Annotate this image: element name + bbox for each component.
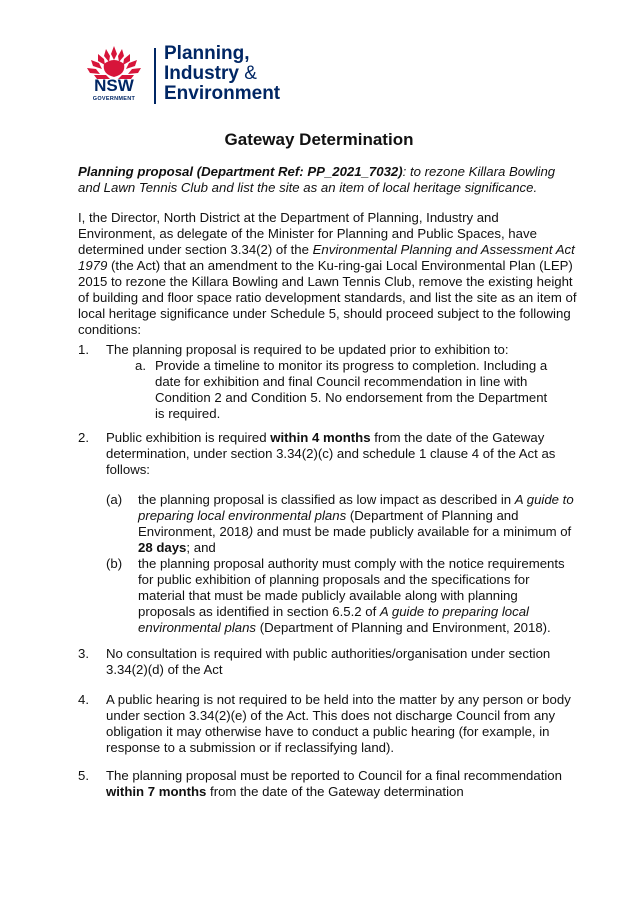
- condition-text: The planning proposal is required to be updated prior to exhibition to:: [106, 342, 509, 357]
- planning-proposal-intro: Planning proposal (Department Ref: PP_2021_7032): to rezone Killara Bowling and Lawn Tennis Club and list the site as an item of local heritage significance.: [78, 164, 556, 195]
- sub-text: the planning proposal is classified as low impact as described in A guide to preparing local environmental plans (Department of Planning and Environment, 2018) and must be made publicly available for a minimum of 28 days; and: [138, 492, 574, 555]
- condition-text: A public hearing is not required to be held into the matter by any person or body under section 3.34(2)(e) of the Act. This does not discharge Council from any obligation it may otherwise have to conduct a public hearing (for example, in response to a submission or if reclassifying land).: [106, 692, 571, 755]
- condition-number: 4.: [78, 692, 89, 707]
- nsw-wordmark: NSW: [94, 76, 134, 95]
- condition-number: 5.: [78, 768, 89, 783]
- condition-text: Public exhibition is required within 4 months from the date of the Gateway determination, under section 3.34(2)(c) and schedule 1 clause 4 of the Act as follows:: [106, 430, 556, 477]
- condition-number: 2.: [78, 430, 89, 445]
- department-name: [164, 44, 280, 104]
- government-wordmark: GOVERNMENT: [92, 96, 136, 102]
- sub-label: (b): [106, 556, 123, 571]
- condition-number: 1.: [78, 342, 89, 357]
- page-title: Gateway Determination: [224, 130, 414, 149]
- condition-text: No consultation is required with public authorities/organisation under section 3.34(2)(d) of the Act: [106, 646, 551, 677]
- condition-text: The planning proposal must be reported to Council for a final recommendation within 7 months from the date of the Gateway determination: [106, 768, 562, 799]
- logo-divider: [154, 48, 156, 104]
- sub-text: the planning proposal authority must comply with the notice requirements for public exhibition of planning proposals and the specifications for material that must be made publicly available along with planning proposals as identified in section 6.5.2 of A guide to preparing local environmental plans (Department of Planning and Environment, 2018).: [138, 556, 565, 635]
- nsw-government-logo: [82, 44, 322, 106]
- sub-text: Provide a timeline to monitor its progress to completion. Including a date for exhibition and final Council recommendation in line with Condition 2 and Condition 5. No endorsement from the Department is required.: [155, 358, 548, 421]
- department-line-2: Industry &: [164, 63, 257, 84]
- sub-label: a.: [135, 358, 146, 373]
- department-line-1: Planning,: [164, 43, 250, 64]
- determination-paragraph: I, the Director, North District at the Department of Planning, Industry and Environment, as delegate of the Minister for Planning and Public Spaces, have determined under section 3.34(2) of the Environmental Planning and Assessment Act 1979 (the Act) that an amendment to the Ku-ring-gai Local Environmental Plan (LEP) 2015 to rezone the Killara Bowling and Lawn Tennis Club, remove the existing height of building and floor space ratio development standards, and list the site as an item of local heritage significance under Schedule 5, should proceed subject to the following conditions:: [78, 210, 577, 337]
- department-line-3: Environment: [164, 83, 281, 104]
- sub-label: (a): [106, 492, 123, 507]
- condition-number: 3.: [78, 646, 89, 661]
